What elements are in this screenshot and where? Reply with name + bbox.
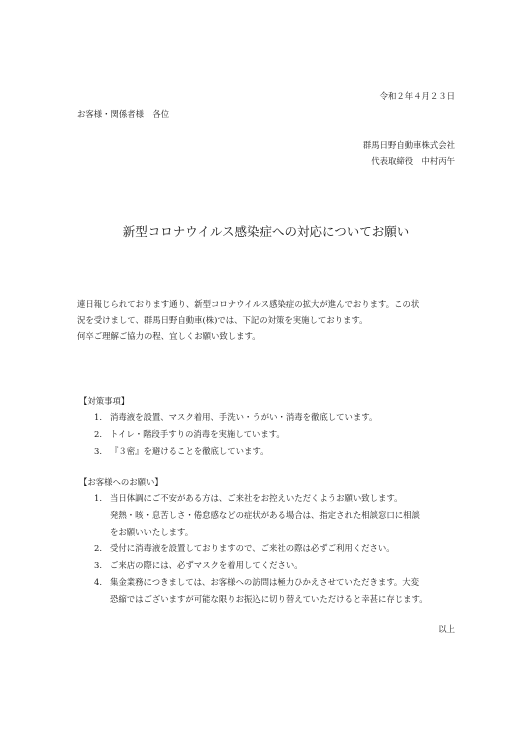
document-date: 令和２年４月２３日	[379, 91, 455, 101]
request-number: 3.	[94, 560, 102, 570]
recipient: お客様・関係者様 各位	[77, 109, 170, 119]
document-title: 新型コロナウイルス感染症への対応についてお願い	[122, 224, 410, 239]
intro-line: 況を受けまして、群馬日野自動車(株)では、下記の対策を実施しております。	[77, 315, 368, 325]
requests-heading: 【お客様へのお願い】	[79, 477, 163, 487]
sender-representative: 代表取締役 中村丙午	[371, 156, 455, 166]
measure-text: 『３密』を避けることを徹底しています。	[110, 446, 269, 456]
measure-number: 1.	[94, 412, 102, 422]
request-text: 集金業務につきましては、お客様への訪問は極力ひかえさせていただきます。大変	[110, 577, 420, 587]
request-number: 2.	[94, 543, 102, 553]
measure-text: 消毒液を設置、マスク着用、手洗い・うがい・消毒を徹底しています。	[110, 412, 378, 422]
request-text: 発熱・咳・息苦しさ・倦怠感などの症状がある場合は、指定された相談窓口に相談	[110, 510, 420, 520]
request-text: 恐縮ではございますが可能な限りお振込に切り替えていただけると幸甚に存じます。	[110, 594, 428, 604]
measures-heading: 【対策事項】	[79, 396, 130, 406]
request-text: ご来店の際には、必ずマスクを着用してください。	[110, 560, 303, 570]
request-number: 4.	[94, 577, 102, 587]
intro-line: 何卒ご理解ご協力の程、宜しくお願い致します。	[77, 331, 261, 341]
measure-text: トイレ・階段手すりの消毒を実施しています。	[110, 429, 285, 439]
measure-number: 3.	[94, 446, 102, 456]
sender-company: 群馬日野自動車株式会社	[362, 140, 455, 150]
request-text: 受付に消毒液を設置しておりますので、ご来社の際は必ずご利用ください。	[110, 543, 395, 553]
request-number: 1.	[94, 493, 102, 503]
intro-line: 連日報じられております通り、新型コロナウイルス感染症の拡大が進んでおります。この状	[77, 299, 420, 309]
request-text: をお願いいたします。	[110, 527, 194, 537]
closing: 以上	[438, 624, 455, 634]
request-text: 当日体調にご不安がある方は、ご来社をお控えいただくようお願い致します。	[110, 493, 403, 503]
measure-number: 2.	[94, 429, 102, 439]
